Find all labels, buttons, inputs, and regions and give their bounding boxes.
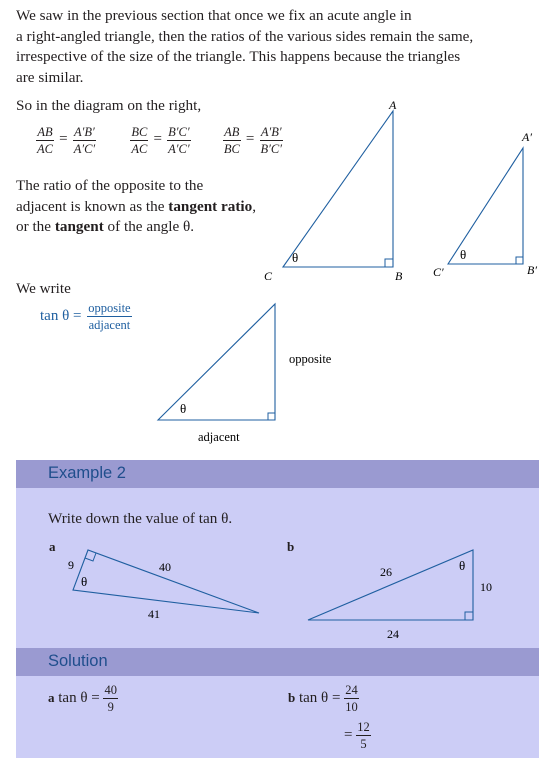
triangle-abc-prime-diagram [428,128,546,280]
vertex-label-a: A [389,98,397,112]
solution-a-fraction: $\frac{40}{9}$ [104,683,117,714]
side-label-40: 40 [159,560,171,574]
ratio-fraction: $\frac{B'C'}{A'C'}$ [168,125,190,156]
adjacent-label: adjacent [198,430,240,444]
intro-line: are similar. [16,68,84,86]
right-angle-mark [516,257,523,264]
side-label-24: 24 [387,627,399,641]
vertex-label-b-prime: B′ [527,263,537,277]
solution-body [16,676,539,758]
theta-label: θ [292,250,299,265]
solution-title: Solution [48,652,108,670]
equals-sign: = [344,726,353,743]
solution-b-simplified [344,721,371,750]
tangent-explanation [16,176,286,238]
equals-sign: = [245,131,255,148]
intro-line: a right-angled triangle, then the ratios of the various sides remain the same, [16,27,474,45]
triangle-abc-diagram [255,92,415,288]
vertex-label-c-prime: C′ [433,265,444,279]
example-prompt: Write down the value of tan θ. [48,510,233,527]
example-b-triangle-diagram [301,544,521,644]
diagram-intro: So in the diagram on the right, [16,97,202,114]
intro-line: We saw in the previous section that once we fix an acute angle in [16,7,412,24]
side-label-10: 10 [480,580,492,594]
side-label-26: 26 [380,565,392,579]
intro-line: irrespective of the size of the triangle. This happens because the triangles [16,48,461,65]
opposite-label: opposite [289,352,332,366]
ratio-fraction: $\frac{AB}{BC}$ [223,125,240,156]
equals-sign: = [59,131,68,148]
right-angle-mark [465,612,473,620]
tangent-line: The ratio of the opposite to the [16,177,204,194]
theta-label: θ [81,574,88,589]
example-b-triangle [308,550,473,620]
ratio-fraction: $\frac{BC}{AC}$ [131,125,148,156]
theta-label: θ [180,401,187,416]
side-label-9: 9 [68,558,74,572]
theta-label: θ [459,558,466,573]
solution-b [288,684,359,713]
solution-b-fraction-simplified: $\frac{12}{5}$ [357,720,370,751]
vertex-label-b: B [395,269,403,283]
intro-paragraph [16,6,546,88]
solution-a [48,684,118,713]
tan-definition [40,302,132,331]
solution-header-band [16,648,539,676]
tangent-line: adjacent is known as the tangent ratio, [16,197,257,215]
triangle-abc [283,111,393,267]
part-b-label: b [287,539,295,554]
example-a-triangle-diagram [56,546,276,626]
solution-b-lhs: tan θ = [298,689,341,706]
definition-triangle [158,304,275,420]
tan-fraction: $\frac{\text{opposite}}{\text{adjacent}}$ [88,301,131,332]
solution-a-lhs: tan θ = [58,689,100,706]
part-a-label: a [49,539,56,554]
right-angle-mark [385,259,393,267]
vertex-label-a-prime: A′ [522,130,532,144]
example-header-band [16,460,539,488]
tan-lhs: tan θ = [40,307,82,324]
right-angle-mark [268,413,275,420]
equals-sign: = [153,131,162,148]
example-title: Example 2 [48,464,126,482]
vertex-label-c: C [264,269,273,283]
solution-b-label: b [288,689,296,705]
solution-b-fraction: $\frac{24}{10}$ [345,683,358,714]
tangent-line: or the tangent of the angle θ. [16,218,195,235]
solution-a-label: a [48,689,55,705]
ratio-fraction: $\frac{AB}{AC}$ [37,125,53,156]
side-label-41: 41 [148,607,160,621]
ratio-fraction: $\frac{A'B'}{A'C'}$ [73,125,96,156]
definition-triangle-diagram [150,296,380,448]
ratio-fraction: $\frac{A'B'}{B'C'}$ [260,125,282,156]
example-body [16,488,539,648]
theta-label: θ [460,247,467,262]
ratio-equalities [36,126,283,155]
we-write: We write [16,280,71,297]
